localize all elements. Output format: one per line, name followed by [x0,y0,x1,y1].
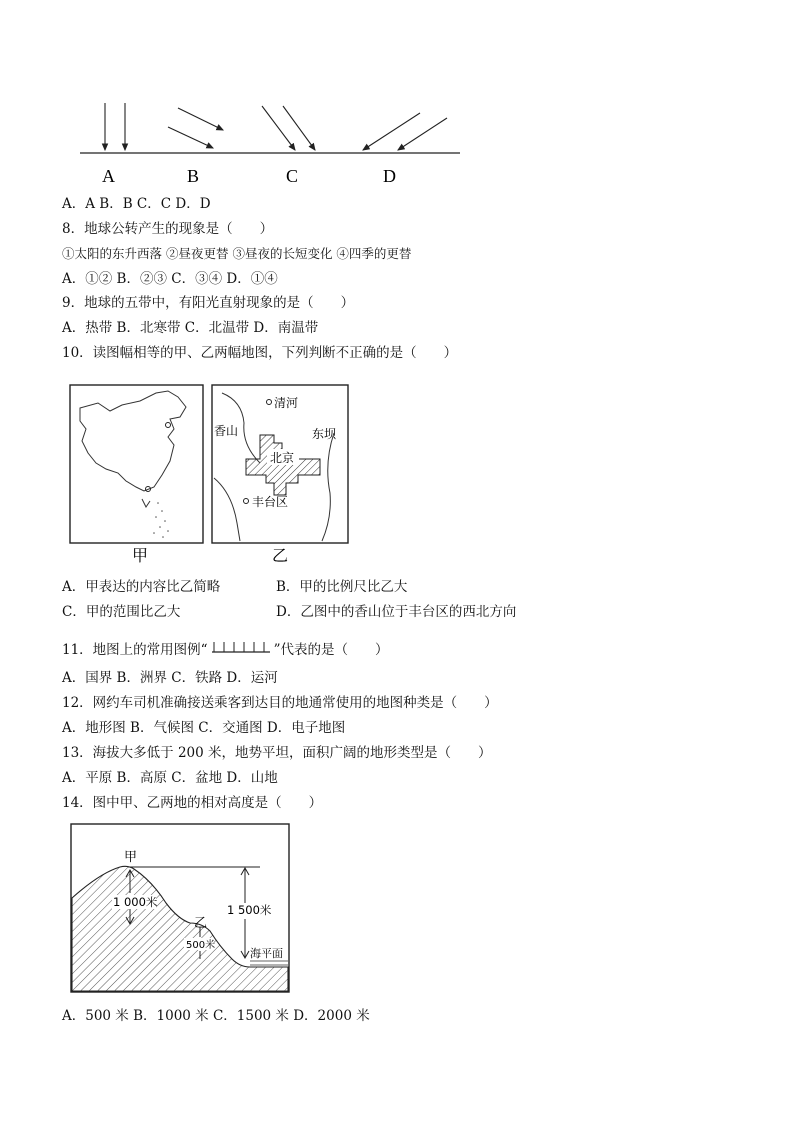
q12-options: A．地形图 B．气候图 C．交通图 D．电子地图 [62,720,346,736]
q13-options: A．平原 B．高原 C．盆地 D．山地 [62,770,278,786]
q10-stem: 10．读图幅相等的甲、乙两幅地图，下列判断不正确的是（ ） [62,345,458,361]
q12-stem: 12．网约车司机准确接送乘客到达目的地通常使用的地图种类是（ ） [62,695,498,711]
q10-option-c: C．甲的范围比乙大 [62,604,181,620]
map-yi-caption: 乙 [272,546,289,565]
fengtai-label: 丰台区 [252,495,289,509]
map-yi [212,383,350,563]
q7-options: A．A B．B C．C D．D [62,196,211,212]
south-sea-islands [153,502,169,538]
q9-stem: 9．地球的五带中，有阳光直射现象的是（ ） [62,295,355,311]
railway-legend-icon [210,639,272,657]
q11-options: A．国界 B．洲界 C．铁路 D．运河 [62,670,278,686]
label-a: A [102,166,115,186]
q11-stem [62,639,389,659]
q14-options: A．500 米 B．1000 米 C．1500 米 D．2000 米 [62,1008,370,1024]
h500-label: 500米 [186,940,216,951]
district-line [214,478,240,541]
mountain-profile [72,866,288,991]
h1500-label: 1 500米 [227,903,272,917]
elevation-profile-figure [70,823,292,995]
sun-rays-figure [75,100,475,190]
ray-group-c [262,106,315,150]
qinghe-dot [267,400,272,405]
china-outline [80,391,186,491]
dongba-label: 东坝 [312,427,337,441]
fengtai-dot [244,499,249,504]
jia-label: 甲 [124,850,138,865]
qinghe-label: 清河 [274,396,299,410]
h1000-label: 1 000米 [113,895,158,909]
q14-stem: 14．图中甲、乙两地的相对高度是（ ） [62,795,323,811]
yi-label: 乙 [194,916,208,931]
q8-options: A．①② B．②③ C．③④ D．①④ [62,271,278,287]
q8-items: ①太阳的东升西落 ②昼夜更替 ③昼夜的长短变化 ④四季的更替 [62,246,412,261]
label-d: D [383,166,396,186]
label-c: C [286,166,299,186]
q10-option-d: D．乙图中的香山位于丰台区的西北方向 [276,604,517,620]
map-jia-caption: 甲 [132,546,149,565]
beijing-dot [166,423,171,428]
ray-group-d [363,113,447,150]
ray-group-b [168,108,223,148]
q11-stem-before: 11．地图上的常用图例“ [62,642,208,658]
map-jia [70,383,204,563]
ray-group-a [105,103,125,150]
xiangshan-label: 香山 [214,424,239,438]
label-b: B [187,166,200,186]
q10-option-a: A．甲表达的内容比乙简略 [62,579,221,595]
q10-option-b: B．甲的比例尺比乙大 [276,579,408,595]
beijing-label: 北京 [270,451,295,465]
sea-level-label: 海平面 [250,947,283,960]
east-line [322,433,334,541]
sea-level-lines [250,961,288,965]
q8-stem: 8．地球公转产生的现象是（ ） [62,221,274,237]
q13-stem: 13．海拔大多低于 200 米，地势平坦，面积广阔的地形类型是（ ） [62,745,492,761]
q11-stem-after: ”代表的是（ ） [273,642,389,658]
q9-options: A．热带 B．北寒带 C．北温带 D．南温带 [62,320,319,336]
